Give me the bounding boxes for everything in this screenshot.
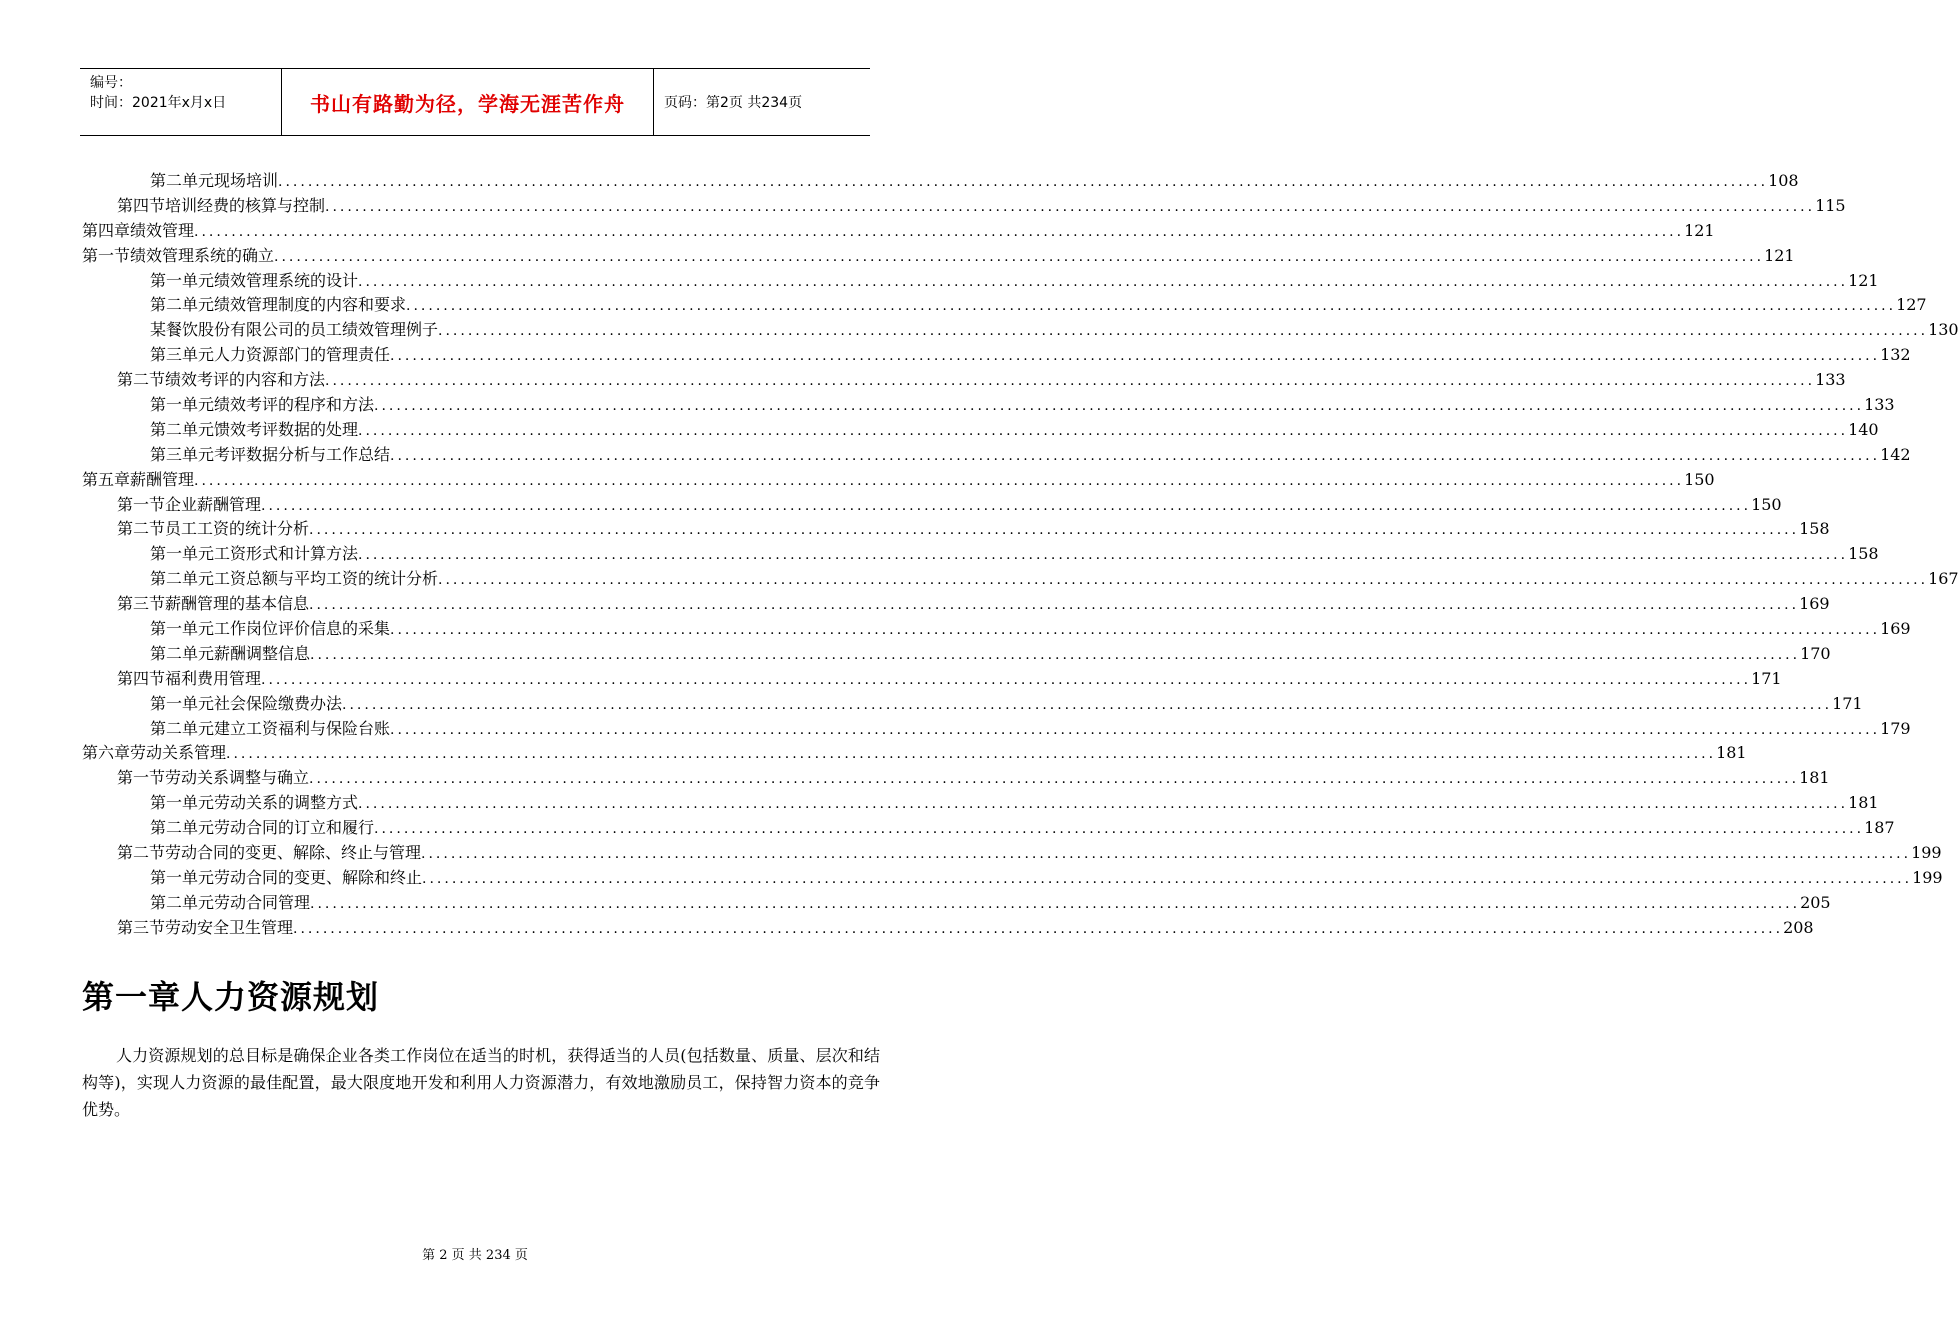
page-footer: 第 2 页 共 234 页: [422, 1248, 528, 1263]
toc-leader-dots: ........................................................................................................................................................................................................: [390, 348, 1881, 365]
toc-entry[interactable]: [82, 516, 1830, 541]
header-date: 时间：2021年x月x日: [90, 95, 227, 111]
toc-entry-page: 142: [1880, 444, 1911, 464]
toc-entry-title: 第六章劳动关系管理: [82, 743, 227, 763]
toc-entry[interactable]: [82, 392, 1895, 417]
toc-leader-dots: ........................................................................................................................................................................................................: [310, 646, 1801, 663]
toc-entry[interactable]: [82, 442, 1911, 467]
toc-entry[interactable]: [82, 865, 1943, 890]
toc-leader-dots: ........................................................................................................................................................................................................: [422, 870, 1913, 887]
toc-entry-title: 第五章薪酬管理: [82, 469, 195, 489]
toc-entry-page: 127: [1896, 295, 1927, 315]
toc-entry-title: 第四节福利费用管理: [117, 668, 262, 688]
toc-leader-dots: ........................................................................................................................................................................................................: [194, 472, 1685, 489]
toc-entry-title: 第一单元劳动合同的变更、解除和终止: [150, 867, 423, 887]
toc-entry-title: 第二节绩效考评的内容和方法: [117, 370, 326, 390]
toc-entry-page: 171: [1832, 693, 1863, 713]
toc-leader-dots: ........................................................................................................................................................................................................: [406, 298, 1897, 315]
toc-entry[interactable]: [82, 815, 1895, 840]
toc-leader-dots: ........................................................................................................................................................................................................: [358, 547, 1849, 564]
toc-entry[interactable]: [82, 193, 1846, 218]
toc-entry[interactable]: [82, 342, 1911, 367]
toc-entry-title: 第一单元绩效考评的程序和方法: [150, 395, 375, 415]
toc-entry-page: 121: [1764, 245, 1795, 265]
toc-leader-dots: ........................................................................................................................................................................................................: [374, 398, 1865, 415]
toc-entry[interactable]: [82, 716, 1911, 741]
toc-entry[interactable]: [82, 666, 1782, 691]
toc-entry-title: 第一节企业薪酬管理: [117, 494, 262, 514]
toc-entry[interactable]: [82, 292, 1927, 317]
toc-entry-title: 第二单元劳动合同的订立和履行: [150, 818, 375, 838]
toc-entry-page: 158: [1799, 519, 1830, 539]
toc-leader-dots: ........................................................................................................................................................................................................: [438, 572, 1929, 589]
toc-entry-page: 169: [1799, 594, 1830, 614]
toc-entry-title: 第三节薪酬管理的基本信息: [117, 594, 310, 614]
toc-entry-title: 第三单元考评数据分析与工作总结: [150, 444, 391, 464]
header-meta: [80, 69, 282, 135]
toc-entry[interactable]: [82, 890, 1831, 915]
toc-entry-title: 第二单元薪酬调整信息: [150, 643, 311, 663]
toc-entry[interactable]: [82, 616, 1911, 641]
toc-entry-title: 第一单元工作岗位评价信息的采集: [150, 619, 391, 639]
toc-entry-page: 181: [1848, 793, 1879, 813]
toc-leader-dots: ........................................................................................................................................................................................................: [325, 198, 1816, 215]
toc-entry[interactable]: [82, 243, 1795, 268]
toc-entry-title: 第二单元绩效管理制度的内容和要求: [150, 295, 407, 315]
body-paragraph: 人力资源规划的总目标是确保企业各类工作岗位在适当的时机，获得适当的人员(包括数量、质量、层次和结构等)，实现人力资源的最佳配置，最大限度地开发和利用人力资源潜力，有效地激励员工，保持智力资本的竞争优势。: [82, 1046, 880, 1119]
toc-entry-page: 150: [1751, 494, 1782, 514]
toc-entry[interactable]: [82, 268, 1879, 293]
page-header: [80, 68, 870, 136]
toc-entry[interactable]: [82, 218, 1715, 243]
toc-entry-page: 171: [1751, 668, 1782, 688]
toc-entry-page: 181: [1799, 768, 1830, 788]
toc-entry[interactable]: [82, 467, 1715, 492]
toc-entry-title: 第一单元劳动关系的调整方式: [150, 793, 359, 813]
toc-entry[interactable]: [82, 541, 1879, 566]
toc-entry-page: 133: [1864, 395, 1895, 415]
toc-entry-page: 121: [1684, 220, 1715, 240]
header-number-label: 编号：: [90, 75, 132, 91]
toc-leader-dots: ........................................................................................................................................................................................................: [261, 671, 1752, 688]
toc-entry-page: 132: [1880, 345, 1911, 365]
toc-leader-dots: ........................................................................................................................................................................................................: [309, 597, 1800, 614]
toc-entry-page: 187: [1864, 818, 1895, 838]
toc-leader-dots: ........................................................................................................................................................................................................: [421, 846, 1912, 863]
toc-leader-dots: ........................................................................................................................................................................................................: [274, 248, 1765, 265]
toc-entry[interactable]: [82, 765, 1830, 790]
header-motto: 书山有路勤为径，学海无涯苦作舟: [282, 69, 654, 135]
toc-entry[interactable]: [82, 317, 1959, 342]
toc-leader-dots: ........................................................................................................................................................................................................: [390, 447, 1881, 464]
toc-entry[interactable]: [82, 417, 1879, 442]
chapter-heading: 第一章人力资源规划: [82, 978, 380, 1016]
toc-entry-page: 140: [1848, 419, 1879, 439]
toc-leader-dots: ........................................................................................................................................................................................................: [226, 746, 1717, 763]
toc-entry[interactable]: [82, 641, 1831, 666]
toc-leader-dots: ........................................................................................................................................................................................................: [261, 497, 1752, 514]
toc-entry[interactable]: [82, 691, 1863, 716]
toc-entry[interactable]: [82, 840, 1942, 865]
toc-entry-title: 第一单元绩效管理系统的设计: [150, 270, 359, 290]
toc-entry-title: 第一节绩效管理系统的确立: [82, 245, 275, 265]
toc-entry-page: 108: [1768, 171, 1799, 190]
toc-entry-page: 169: [1880, 619, 1911, 639]
toc-entry-title: 第一节劳动关系调整与确立: [117, 768, 310, 788]
toc-leader-dots: ........................................................................................................................................................................................................: [358, 273, 1849, 290]
toc-entry-title: 第三单元人力资源部门的管理责任: [150, 345, 391, 365]
toc-leader-dots: ........................................................................................................................................................................................................: [358, 422, 1849, 439]
toc-leader-dots: ........................................................................................................................................................................................................: [374, 821, 1865, 838]
toc-leader-dots: ........................................................................................................................................................................................................: [293, 920, 1784, 937]
toc-leader-dots: ........................................................................................................................................................................................................: [342, 696, 1833, 713]
toc-entry[interactable]: [82, 740, 1747, 765]
toc-entry-page: 179: [1880, 718, 1911, 738]
header-page-info: 页码：第2页 共234页: [664, 95, 803, 111]
toc-entry[interactable]: [82, 492, 1782, 517]
toc-entry-page: 199: [1911, 843, 1942, 863]
toc-entry-page: 170: [1800, 643, 1831, 663]
toc-entry[interactable]: [82, 915, 1814, 940]
toc-entry-title: 第二单元建立工资福利与保险台账: [150, 718, 391, 738]
toc-leader-dots: ........................................................................................................................................................................................................: [390, 622, 1881, 639]
toc-leader-dots: ........................................................................................................................................................................................................: [194, 223, 1685, 240]
toc-leader-dots: ........................................................................................................................................................................................................: [438, 323, 1929, 340]
toc-entry-page: 115: [1815, 195, 1846, 215]
toc-entry-title: 第一单元工资形式和计算方法: [150, 544, 359, 564]
toc-entry-title: 第二单元现场培训: [150, 171, 279, 190]
toc-entry-title: 第二节员工工资的统计分析: [117, 519, 310, 539]
toc-entry-page: 150: [1684, 469, 1715, 489]
toc-leader-dots: ........................................................................................................................................................................................................: [358, 796, 1849, 813]
toc-entry-page: 130: [1928, 320, 1959, 340]
toc-entry-title: 第四节培训经费的核算与控制: [117, 195, 326, 215]
toc-entry-page: 205: [1800, 892, 1831, 912]
toc-leader-dots: ........................................................................................................................................................................................................: [390, 721, 1881, 738]
toc-leader-dots: ........................................................................................................................................................................................................: [309, 522, 1800, 539]
toc-entry[interactable]: [82, 168, 1799, 193]
toc-entry-title: 某餐饮股份有限公司的员工绩效管理例子: [150, 320, 439, 340]
toc-entry[interactable]: [82, 591, 1830, 616]
toc-entry-page: 158: [1848, 544, 1879, 564]
toc-leader-dots: ........................................................................................................................................................................................................: [325, 373, 1816, 390]
toc-entry-page: 167: [1928, 569, 1959, 589]
toc-entry-page: 181: [1716, 743, 1747, 763]
toc-entry-title: 第二节劳动合同的变更、解除、终止与管理: [117, 843, 422, 863]
toc-entry-title: 第二单元劳动合同管理: [150, 892, 311, 912]
toc-entry-page: 208: [1783, 917, 1814, 937]
toc-entry[interactable]: [82, 566, 1959, 591]
toc-entry[interactable]: [82, 790, 1879, 815]
toc-entry-page: 133: [1815, 370, 1846, 390]
toc-entry-title: 第二单元馈效考评数据的处理: [150, 419, 359, 439]
toc-leader-dots: ........................................................................................................................................................................................................: [310, 895, 1801, 912]
toc-entry-title: 第三节劳动安全卫生管理: [117, 917, 294, 937]
toc-entry-page: 121: [1848, 270, 1879, 290]
table-of-contents: [82, 168, 1959, 940]
toc-leader-dots: ........................................................................................................................................................................................................: [278, 174, 1769, 190]
toc-entry-title: 第二单元工资总额与平均工资的统计分析: [150, 569, 439, 589]
toc-leader-dots: ........................................................................................................................................................................................................: [309, 771, 1800, 788]
toc-entry[interactable]: [82, 367, 1846, 392]
toc-entry-title: 第四章绩效管理: [82, 220, 195, 240]
toc-entry-title: 第一单元社会保险缴费办法: [150, 693, 343, 713]
toc-entry-page: 199: [1912, 867, 1943, 887]
